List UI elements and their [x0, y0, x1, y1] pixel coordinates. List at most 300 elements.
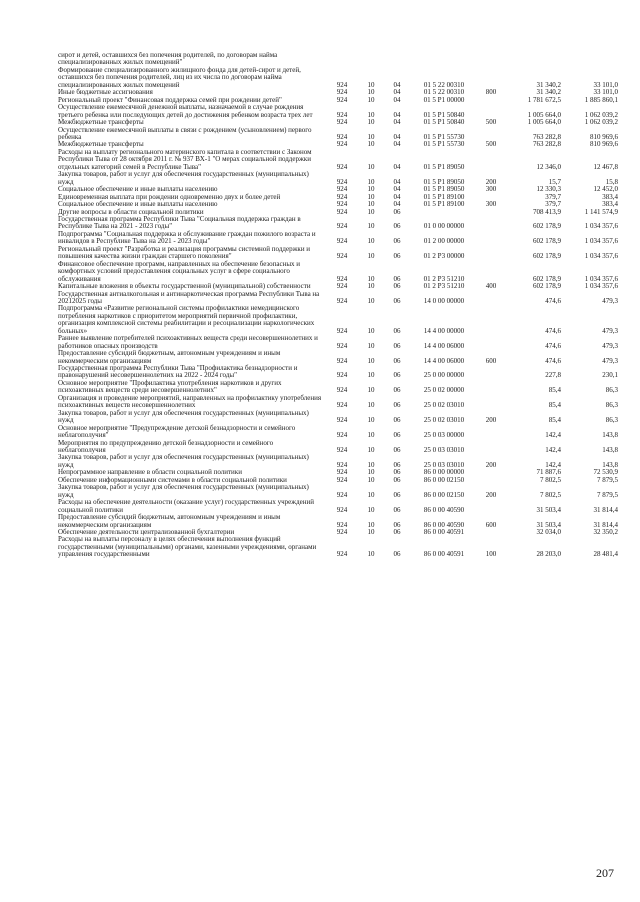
row-ministry-code: 924: [336, 529, 348, 536]
row-section-code: 10: [367, 193, 375, 201]
row-target-article-code: 86 0 00 40590: [423, 505, 465, 514]
row-target-article-code: 14 4 00 00000: [423, 326, 465, 335]
row-target-article-code: 01 5 Р1 89050: [423, 162, 465, 171]
row-expense-type-code: [478, 231, 504, 246]
row-name: Закупка товаров, работ и услуг для обеспечения государственных (муниципальных) нужд: [58, 483, 309, 499]
row-ministry-code: 924: [336, 326, 348, 335]
row-amount-year-1: 1 005 664,0: [527, 110, 561, 119]
table-row: [58, 395, 618, 410]
row-target-article-code: 86 0 00 40591: [423, 529, 465, 536]
row-section-code: 10: [367, 252, 375, 261]
row-amount-year-2: 383,4: [602, 201, 618, 209]
row-subsection-code: 06: [393, 222, 401, 231]
row-amount-year-2: 31 814,4: [593, 520, 618, 529]
row-subsection-code: 06: [393, 416, 401, 425]
row-name: Предоставление субсидий бюджетным, автономным учреждениям и иным некоммерческим организациям: [58, 349, 281, 365]
row-expense-type-code: [478, 477, 504, 484]
row-amount-year-2: 12 452,0: [593, 186, 618, 194]
row-subsection-code: 06: [393, 386, 401, 395]
row-amount-year-2: 479,3: [602, 356, 618, 365]
row-amount-year-1: 602 178,9: [533, 274, 561, 283]
row-section-code: 10: [367, 119, 375, 127]
row-subsection-code: 06: [393, 371, 401, 380]
table-row: [58, 231, 618, 246]
row-target-article-code: 14 4 00 06000: [423, 341, 465, 350]
row-amount-year-2: 1 034 357,6: [584, 252, 618, 261]
row-expense-type-code: [478, 194, 504, 201]
table-row: [58, 216, 618, 231]
row-section-code: 10: [367, 96, 375, 104]
row-section-code: 10: [367, 201, 375, 209]
row-subsection-code: [384, 52, 410, 67]
row-section-code: 10: [367, 529, 375, 536]
row-section-code: 10: [367, 162, 375, 171]
row-amount-year-2: 1 034 357,6: [584, 274, 618, 283]
row-amount-year-2: 72 530,9: [593, 469, 618, 477]
row-ministry-code: 924: [336, 141, 348, 149]
row-amount-year-2: 143,8: [602, 460, 618, 469]
row-expense-type-code: 300: [485, 201, 497, 209]
table-row: [58, 171, 618, 186]
row-amount-year-1: 85,4: [548, 416, 561, 425]
row-amount-year-2: 86,3: [605, 401, 618, 410]
row-ministry-code: 924: [336, 119, 348, 127]
row-target-article-code: 01 0 00 00000: [423, 222, 465, 231]
row-amount-year-1: 763 282,8: [533, 141, 561, 149]
row-expense-type-code: [478, 209, 504, 216]
row-name: Расходы на обеспечение деятельности (оказание услуг) государственных учреждений социальной политики: [58, 498, 314, 514]
row-amount-year-1: 31 340,2: [536, 80, 561, 89]
row-section-code: 10: [367, 401, 375, 410]
row-target-article-code: 86 0 00 02150: [423, 490, 465, 499]
row-amount-year-1: 602 178,9: [533, 283, 561, 291]
row-name: Обеспечение информационными системами в области социальной политики: [58, 475, 287, 484]
table-row: [58, 67, 618, 89]
row-name: Подпрограмма «Развитие региональной системы профилактики немедицинского потребления наркотиков с приоритетом мероприятий первичной профилактики, организация комплексной системы реабилитации и ресоциализации наркологических больных»: [58, 304, 315, 335]
row-target-article-code: 01 5 Р1 89050: [423, 177, 465, 186]
row-name: Основное мероприятие "Профилактика употребления наркотиков и других психоактивных веществ среди несовершеннолетних": [58, 378, 282, 395]
row-target-article-code: 25 0 00 00000: [423, 371, 465, 380]
table-row: [58, 261, 618, 283]
row-subsection-code: 06: [393, 476, 401, 484]
row-expense-type-code: 300: [485, 186, 497, 194]
row-expense-type-code: [478, 149, 504, 171]
row-name: Региональный проект "Финансовая поддержка семей при рождении детей": [58, 95, 282, 104]
row-amount-year-2: 810 969,6: [590, 141, 618, 149]
row-amount-year-2: 1 034 357,6: [584, 237, 618, 246]
row-subsection-code: 04: [393, 80, 401, 89]
table-row: [58, 52, 618, 67]
row-subsection-code: 06: [393, 274, 401, 283]
row-amount-year-1: 602 178,9: [533, 237, 561, 246]
row-amount-year-1: 1 781 672,5: [527, 96, 561, 104]
row-subsection-code: 06: [393, 252, 401, 261]
row-subsection-code: 06: [393, 529, 401, 536]
row-expense-type-code: 500: [485, 141, 497, 149]
row-amount-year-1: 31 340,2: [536, 89, 561, 97]
row-ministry-code: 924: [336, 96, 348, 104]
row-amount-year-1: 379,7: [545, 201, 561, 209]
row-target-article-code: 25 0 03 03010: [423, 460, 465, 469]
row-amount-year-1: 7 802,5: [540, 476, 561, 484]
row-amount-year-1: 474,6: [545, 326, 561, 335]
row-amount-year-2: 1 141 574,9: [584, 208, 618, 216]
row-section-code: 10: [367, 386, 375, 395]
row-subsection-code: 06: [393, 469, 401, 477]
row-name: Предоставление субсидий бюджетным, автономным учреждениям и иным некоммерческим организациям: [58, 513, 281, 529]
row-section-code: 10: [367, 237, 375, 246]
row-section-code: 10: [367, 469, 375, 477]
row-expense-type-code: [478, 246, 504, 261]
row-name: Организация и проведение мероприятий, направленных на профилактику употребления психоактивных веществ несовершеннолетних: [58, 393, 322, 410]
row-expense-type-code: [478, 291, 504, 306]
table-row: [58, 380, 618, 395]
row-amount-year-1: 7 802,5: [540, 490, 561, 499]
row-ministry-code: 924: [336, 446, 348, 455]
row-amount-year-1: 379,7: [545, 193, 561, 201]
row-target-article-code: 01 5 22 00310: [423, 89, 465, 97]
row-ministry-code: 924: [336, 296, 348, 305]
table-row: [58, 350, 618, 365]
row-ministry-code: 924: [336, 201, 348, 209]
row-target-article-code: 01 5 Р1 50840: [423, 110, 465, 119]
row-amount-year-1: 227,8: [545, 371, 561, 380]
row-expense-type-code: [478, 104, 504, 119]
row-name: Финансовое обеспечение программ, направленных на обеспечение безопасных и комфортных условий предоставления социальных услуг в сфере социального обслуживания: [58, 259, 301, 283]
row-expense-type-code: 200: [485, 177, 497, 186]
row-name: Формирование специализированного жилищного фонда для детей-сирот и детей, оставшихся без попечения родителей, лиц из их числа по договорам найма специализированных жилых помещений: [58, 65, 301, 89]
row-target-article-code: 25 0 02 03010: [423, 401, 465, 410]
row-amount-year-2: 143,8: [602, 446, 618, 455]
row-section-code: 10: [367, 416, 375, 425]
row-name: Осуществление ежемесячной выплаты в связи с рождением (усыновлением) первого ребенка: [58, 125, 312, 141]
row-ministry-code: 924: [336, 80, 348, 89]
row-name: Государственная антиалкогольная и антинаркотическая программа Республики Тыва на 20212025 годы: [58, 289, 320, 305]
row-name: Другие вопросы в области социальной политики: [58, 207, 204, 216]
row-section-code: 10: [367, 431, 375, 440]
row-amount-year-2: 479,3: [602, 296, 618, 305]
row-name: Государственная программа Республики Тыва "Социальная поддержка граждан в Республике Тыва на 2021 - 2023 годы": [58, 214, 301, 231]
row-expense-type-code: [478, 97, 504, 104]
row-amount-year-1: 708 413,9: [533, 208, 561, 216]
row-amount-year-1: 474,6: [545, 356, 561, 365]
row-target-article-code: 86 0 00 40590: [423, 520, 465, 529]
row-amount-year-1: 142,4: [545, 446, 561, 455]
budget-table: [58, 52, 618, 559]
row-amount-year-1: 142,4: [545, 431, 561, 440]
row-name: Расходы на выплаты персоналу в целях обеспечения выполнения функций государственными (муниципальными) органами, казенными учреждениями, органами управления государственными: [58, 535, 317, 559]
row-ministry-code: 924: [336, 208, 348, 216]
row-ministry-code: 924: [336, 416, 348, 425]
row-section-code: 10: [367, 274, 375, 283]
row-target-article-code: 01 5 Р1 55730: [423, 141, 465, 149]
row-amount-year-1: 85,4: [548, 386, 561, 395]
row-name: Иные бюджетные ассигнования: [58, 88, 153, 97]
row-amount-year-1: 31 503,4: [536, 520, 561, 529]
table-row: [58, 499, 618, 514]
row-subsection-code: 04: [393, 162, 401, 171]
row-subsection-code: 06: [393, 446, 401, 455]
row-amount-year-1: 12 346,0: [536, 162, 561, 171]
row-amount-year-1: [504, 52, 561, 67]
row-section-code: 10: [367, 80, 375, 89]
row-target-article-code: 01 2 Р3 51210: [423, 274, 465, 283]
row-target-article-code: 25 0 02 03010: [423, 416, 465, 425]
row-subsection-code: 06: [393, 460, 401, 469]
row-section-code: [358, 52, 384, 67]
row-ministry-code: 924: [336, 222, 348, 231]
row-subsection-code: 04: [393, 96, 401, 104]
table-row: [58, 410, 618, 425]
row-expense-type-code: [478, 440, 504, 455]
row-expense-type-code: 200: [485, 460, 497, 469]
row-subsection-code: 04: [393, 119, 401, 127]
row-target-article-code: 25 0 03 00000: [423, 431, 465, 440]
row-ministry-code: 924: [336, 476, 348, 484]
row-target-article-code: 14 0 00 00000: [423, 296, 465, 305]
row-amount-year-2: 1 034 357,6: [584, 222, 618, 231]
row-ministry-code: 924: [336, 341, 348, 350]
row-target-article-code: 86 0 00 40591: [423, 550, 465, 559]
row-ministry-code: 924: [336, 460, 348, 469]
row-section-code: 10: [367, 283, 375, 291]
row-target-article-code: 14 4 00 06000: [423, 356, 465, 365]
row-amount-year-2: 33 101,0: [593, 80, 618, 89]
row-name: Мероприятия по предупреждению детской безнадзорности и семейного неблагополучия: [58, 438, 274, 455]
row-ministry-code: 924: [336, 469, 348, 477]
row-name: Государственная программа Республики Тыва "Профилактика безнадзорности и правонарушений несовершеннолетних на 2022 - 2024 годы": [58, 364, 298, 380]
row-name: Капитальные вложения в объекты государственной (муниципальной) собственности: [58, 282, 311, 291]
row-expense-type-code: [478, 305, 504, 335]
row-subsection-code: 04: [393, 141, 401, 149]
row-expense-type-code: [478, 365, 504, 380]
row-name: Межбюджетные трансферты: [58, 140, 144, 149]
row-ministry-code: [326, 52, 358, 67]
row-amount-year-1: 474,6: [545, 341, 561, 350]
row-subsection-code: 06: [393, 296, 401, 305]
row-amount-year-1: 32 034,0: [536, 529, 561, 536]
row-subsection-code: 04: [393, 201, 401, 209]
row-subsection-code: 04: [393, 132, 401, 141]
row-subsection-code: 06: [393, 520, 401, 529]
row-section-code: 10: [367, 89, 375, 97]
row-section-code: 10: [367, 186, 375, 194]
row-subsection-code: 06: [393, 356, 401, 365]
budget-table-body: [58, 52, 618, 559]
row-subsection-code: 06: [393, 490, 401, 499]
row-name: Обеспечение деятельности централизованной бухгалтерии: [58, 528, 235, 536]
row-expense-type-code: [478, 529, 504, 536]
row-section-code: 10: [367, 141, 375, 149]
row-ministry-code: 924: [336, 132, 348, 141]
row-target-article-code: 01 5 Р1 50840: [423, 119, 465, 127]
row-subsection-code: 06: [393, 208, 401, 216]
row-ministry-code: 924: [336, 162, 348, 171]
row-section-code: 10: [367, 490, 375, 499]
row-amount-year-1: 31 503,4: [536, 505, 561, 514]
row-amount-year-2: 143,8: [602, 431, 618, 440]
row-section-code: 10: [367, 222, 375, 231]
row-amount-year-2: 479,3: [602, 326, 618, 335]
table-row: [58, 335, 618, 350]
row-ministry-code: 924: [336, 401, 348, 410]
row-subsection-code: 04: [393, 193, 401, 201]
row-target-article-code: 01 5 Р1 55730: [423, 132, 465, 141]
row-expense-type-code: [478, 425, 504, 440]
row-expense-type-code: 200: [485, 416, 497, 425]
row-target-article-code: 01 2 Р3 51210: [423, 283, 465, 291]
row-subsection-code: 06: [393, 326, 401, 335]
row-amount-year-2: 1 885 860,1: [584, 96, 618, 104]
row-amount-year-2: 383,4: [602, 193, 618, 201]
row-amount-year-2: 86,3: [605, 386, 618, 395]
row-section-code: 10: [367, 356, 375, 365]
row-name: Осуществление ежемесячной денежной выплаты, назначаемой в случае рождения третьего ребенка или последующих детей до достижения ребенком возраста трех лет: [58, 103, 313, 119]
row-amount-year-2: 7 879,5: [597, 490, 618, 499]
row-section-code: 10: [367, 371, 375, 380]
row-target-article-code: 86 0 00 02150: [423, 476, 465, 484]
row-target-article-code: 01 2 00 00000: [423, 237, 465, 246]
table-row: [58, 104, 618, 119]
budget-table-sheet: [58, 52, 618, 842]
row-section-code: 10: [367, 110, 375, 119]
row-expense-type-code: 500: [485, 119, 497, 127]
row-amount-year-2: 28 481,4: [593, 550, 618, 559]
row-expense-type-code: [478, 395, 504, 410]
row-expense-type-code: 800: [485, 89, 497, 97]
row-name: Расходы на выплату регионального материнского капитала в соответствии с Законом Республики Тыва от 28 октября 2011 г. № 937 ВХ-1 "О мерах социальной поддержки отдельных категорий семей в Республике Тыва": [58, 147, 312, 171]
row-amount-year-2: 1 062 039,2: [584, 110, 618, 119]
row-amount-year-2: 12 467,8: [593, 162, 618, 171]
row-subsection-code: 06: [393, 283, 401, 291]
row-name: сирот и детей, оставшихся без попечения родителей, по договорам найма специализированных жилых помещений": [58, 52, 278, 67]
row-ministry-code: 924: [336, 193, 348, 201]
row-expense-type-code: [478, 216, 504, 231]
row-section-code: 10: [367, 550, 375, 559]
table-row: [58, 440, 618, 455]
row-expense-type-code: 600: [485, 520, 497, 529]
row-amount-year-2: [561, 52, 618, 67]
table-row: [58, 246, 618, 261]
row-target-article-code: 25 0 03 03010: [423, 446, 465, 455]
row-ministry-code: 924: [336, 490, 348, 499]
row-section-code: 10: [367, 460, 375, 469]
table-row: [58, 291, 618, 306]
row-target-article-code: 86 0 00 00000: [423, 469, 465, 477]
row-target-article-code: 01 5 Р1 89100: [423, 193, 465, 201]
row-ministry-code: 924: [336, 505, 348, 514]
table-row: [58, 425, 618, 440]
row-amount-year-2: 230,1: [602, 371, 618, 380]
row-section-code: 10: [367, 132, 375, 141]
row-ministry-code: 924: [336, 252, 348, 261]
row-expense-type-code: 600: [485, 356, 497, 365]
row-expense-type-code: [478, 261, 504, 283]
row-amount-year-1: 71 887,6: [536, 469, 561, 477]
row-section-code: 10: [367, 341, 375, 350]
row-subsection-code: 06: [393, 341, 401, 350]
row-amount-year-2: 33 101,0: [593, 89, 618, 97]
row-amount-year-1: 85,4: [548, 401, 561, 410]
row-name: Закупка товаров, работ и услуг для обеспечения государственных (муниципальных) нужд: [58, 170, 309, 186]
row-subsection-code: 06: [393, 401, 401, 410]
row-amount-year-1: 28 203,0: [536, 550, 561, 559]
row-ministry-code: 924: [336, 89, 348, 97]
table-row: [58, 484, 618, 499]
row-expense-type-code: 200: [485, 490, 497, 499]
row-section-code: 10: [367, 520, 375, 529]
row-amount-year-1: 474,6: [545, 296, 561, 305]
row-subsection-code: 06: [393, 237, 401, 246]
row-amount-year-2: 1 034 357,6: [584, 283, 618, 291]
row-section-code: 10: [367, 505, 375, 514]
row-ministry-code: 924: [336, 237, 348, 246]
row-target-article-code: [410, 52, 478, 67]
page-number: 207: [596, 866, 614, 880]
row-amount-year-2: 1 062 039,2: [584, 119, 618, 127]
row-ministry-code: 924: [336, 371, 348, 380]
row-ministry-code: 924: [336, 110, 348, 119]
table-row: [58, 514, 618, 529]
table-row: [58, 149, 618, 171]
row-amount-year-1: 142,4: [545, 460, 561, 469]
row-name: Подпрограмма "Социальная поддержка и обслуживание граждан пожилого возраста и инвалидов в Республике Тыва на 2021 - 2023 годы": [58, 229, 316, 246]
row-name: Закупка товаров, работ и услуг для обеспечения государственных (муниципальных) нужд: [58, 408, 309, 425]
table-row: [58, 305, 618, 335]
row-amount-year-2: 15,8: [605, 177, 618, 186]
row-section-code: 10: [367, 326, 375, 335]
row-ministry-code: 924: [336, 431, 348, 440]
row-subsection-code: 04: [393, 110, 401, 119]
row-name: Социальное обеспечение и иные выплаты населению: [58, 185, 218, 194]
table-row: [58, 536, 618, 558]
row-amount-year-2: 32 350,2: [593, 529, 618, 536]
row-section-code: 10: [367, 177, 375, 186]
row-ministry-code: 924: [336, 386, 348, 395]
row-ministry-code: 924: [336, 186, 348, 194]
table-row: [58, 127, 618, 142]
row-amount-year-2: 7 879,5: [597, 476, 618, 484]
row-subsection-code: 04: [393, 177, 401, 186]
row-name: Основное мероприятие "Предупреждение детской безнадзорности и семейного неблагополучия": [58, 423, 296, 440]
row-expense-type-code: [478, 380, 504, 395]
row-expense-type-code: [478, 335, 504, 350]
row-amount-year-1: 602 178,9: [533, 222, 561, 231]
row-subsection-code: 04: [393, 186, 401, 194]
row-name: Социальное обеспечение и иные выплаты населению: [58, 200, 218, 209]
row-target-article-code: 01 5 Р1 89050: [423, 186, 465, 194]
row-amount-year-2: 86,3: [605, 416, 618, 425]
row-section-code: 10: [367, 208, 375, 216]
row-amount-year-1: 602 178,9: [533, 252, 561, 261]
row-target-article-code: 01 5 Р1 00000: [423, 96, 465, 104]
row-expense-type-code: [478, 52, 504, 67]
row-name: Непрограммное направление в области социальной политики: [58, 468, 242, 477]
table-row: [58, 365, 618, 380]
row-ministry-code: 924: [336, 274, 348, 283]
row-target-article-code: 01 5 22 00310: [423, 80, 465, 89]
row-amount-year-1: 763 282,8: [533, 132, 561, 141]
row-expense-type-code: [478, 469, 504, 476]
row-ministry-code: 924: [336, 520, 348, 529]
row-subsection-code: 06: [393, 505, 401, 514]
row-amount-year-2: 479,3: [602, 341, 618, 350]
row-amount-year-1: 12 330,3: [536, 186, 561, 194]
row-ministry-code: 924: [336, 356, 348, 365]
row-section-code: 10: [367, 446, 375, 455]
table-row: [58, 454, 618, 469]
row-name: Региональный проект "Разработка и реализация программы системной поддержки и повышения качества жизни граждан старшего поколения": [58, 244, 311, 261]
